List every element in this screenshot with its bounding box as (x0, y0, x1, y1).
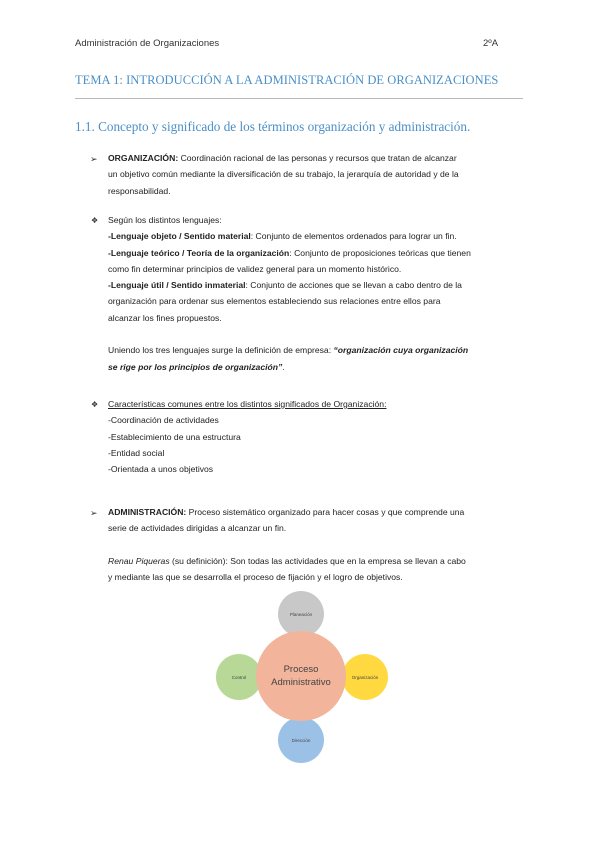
organizacion-label: ORGANIZACIÓN: (108, 153, 179, 163)
author-definition: (su definición): Son todas las actividades que en la empresa se llevan a cabo (169, 555, 466, 566)
organizacion-text-line2: un objetivo común mediante la diversificación de su trabajo, la jerarquía de autoridad y de la (108, 169, 459, 180)
diagram-left-label: Control (231, 675, 247, 680)
caracteristica-item: -Entidad social (108, 447, 165, 458)
caracteristicas-title: Características comunes entre los distintos significados de Organización: (108, 399, 387, 409)
administracion-text: Proceso sistemático organizado para hacer cosas y que comprende una (186, 507, 465, 517)
diagram-center (256, 631, 346, 721)
running-header-right: 2ºA (483, 38, 499, 49)
administracion-definition (108, 504, 526, 585)
diamond-bullet-icon: ❖ (91, 216, 99, 225)
lenguajes-block (108, 212, 526, 375)
title-divider (75, 98, 523, 99)
lenguaje-teorico-label: -Lenguaje teórico / Teoría de la organización (108, 247, 290, 258)
lenguajes-intro: Según los distintos lenguajes: (108, 215, 222, 225)
lenguaje-util-text-line2: organización para ordenar sus elementos estableciendo sus relaciones entre ellos para (108, 296, 441, 307)
running-header-left: Administración de Organizaciones (75, 38, 220, 49)
lenguaje-teorico-text: : Conjunto de proposiciones teóricas que tienen (289, 247, 471, 258)
organizacion-text: Coordinación racional de las personas y recursos que tratan de alcanzar (178, 153, 457, 163)
caracteristica-item: -Establecimiento de una estructura (108, 431, 241, 442)
union-text: Uniendo los tres lenguajes surge la definición de empresa: (108, 345, 334, 356)
organizacion-definition (108, 150, 526, 199)
union-quote-1: “organización cuya organización (333, 345, 469, 356)
lenguaje-util-text: : Conjunto de acciones que se llevan a cabo dentro de la (245, 280, 462, 291)
lenguaje-util-text-line3: alcanzar los fines propuestos. (108, 312, 222, 323)
caracteristica-item: -Coordinación de actividades (108, 415, 219, 426)
administracion-label: ADMINISTRACIÓN: (108, 507, 187, 517)
chapter-title: TEMA 1: INTRODUCCIÓN A LA ADMINISTRACIÓN DE ORGANIZACIONES (75, 73, 499, 87)
lenguaje-teorico-text-line2: como fin determinar principios de validez general para un momento histórico. (108, 263, 402, 274)
diagram-bottom-label: Dirección (291, 738, 311, 743)
organizacion-text-line3: responsabilidad. (108, 185, 171, 196)
lenguaje-util-label: -Lenguaje útil / Sentido inmaterial (108, 280, 246, 291)
lenguaje-objeto-label: -Lenguaje objeto / Sentido material (108, 231, 251, 242)
diagram-center-label-1: Proceso (283, 664, 319, 675)
diagram-top-label: Planeación (289, 612, 313, 617)
lenguaje-objeto-text: : Conjunto de elementos ordenados para lograr un fin. (250, 231, 457, 242)
proceso-administrativo-diagram (210, 590, 400, 770)
author-name: Renau Piqueras (108, 555, 170, 566)
caracteristica-item: -Orientada a unos objetivos (108, 464, 214, 475)
section-heading: 1.1. Concepto y significado de los términos organización y administración. (75, 119, 471, 134)
arrow-bullet-icon: ➢ (90, 508, 98, 518)
caracteristicas-block (108, 396, 526, 477)
author-definition-line2: y mediante las que se desarrolla el proceso de fijación y el logro de objetivos. (108, 572, 403, 583)
diamond-bullet-icon: ❖ (91, 400, 99, 409)
diagram-right-label: Organización (351, 675, 379, 680)
union-end: . (282, 361, 285, 372)
administracion-text-line2: serie de actividades dirigidas a alcanzar un fin. (108, 523, 287, 534)
arrow-bullet-icon: ➢ (90, 154, 98, 164)
union-quote-2: se rige por los principios de organización” (108, 361, 283, 372)
diagram-center-label-2: Administrativo (271, 677, 331, 688)
